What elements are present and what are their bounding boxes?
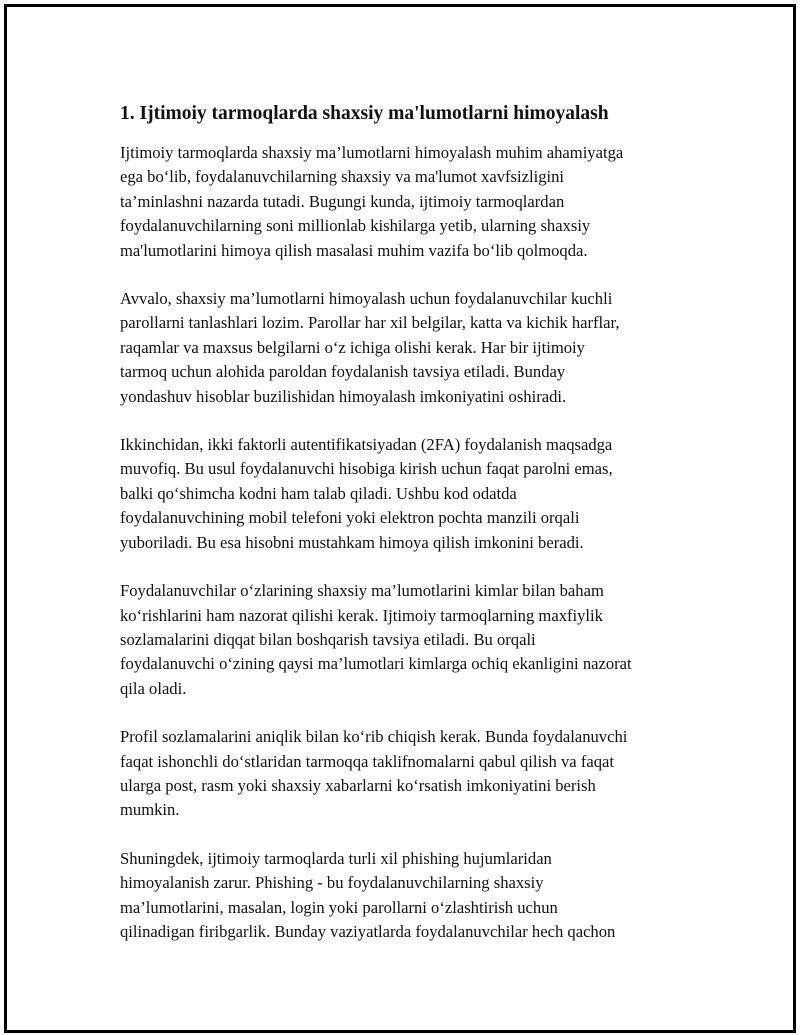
paragraph-6 [120, 847, 700, 945]
text-line: ta’minlashni nazarda tutadi. Bugungi kunda, ijtimoiy tarmoqlardan [120, 191, 565, 211]
paragraph-3 [120, 433, 700, 555]
text-line: sozlamalarini diqqat bilan boshqarish tavsiya etiladi. Bu orqali [120, 629, 536, 649]
text-line: yuboriladi. Bu esa hisobni mustahkam himoya qilish imkonini beradi. [120, 532, 584, 552]
document-title: 1. Ijtimoiy tarmoqlarda shaxsiy ma'lumotlarni himoyalash [120, 103, 609, 124]
text-line: faqat ishonchli do‘stlaridan tarmoqqa taklifnomalarni qabul qilish va faqat [120, 751, 614, 771]
text-line: mumkin. [120, 800, 180, 820]
text-line: foydalanuvchining mobil telefoni yoki elektron pochta manzili orqali [120, 508, 580, 528]
text-line: raqamlar va maxsus belgilarni o‘z ichiga olishi kerak. Har bir ijtimoiy [120, 337, 585, 357]
text-line: Avvalo, shaxsiy ma’lumotlarni himoyalash uchun foydalanuvchilar kuchli [120, 289, 613, 309]
paragraph-2 [120, 287, 700, 409]
text-line: Ijtimoiy tarmoqlarda shaxsiy ma’lumotlarni himoyalash muhim ahamiyatga [120, 143, 624, 162]
text-line: qila oladi. [120, 678, 187, 698]
text-line: ma'lumotlarini himoya qilish masalasi muhim vazifa bo‘lib qolmoqda. [120, 240, 588, 260]
text-line: Profil sozlamalarini aniqlik bilan ko‘rib chiqish kerak. Bunda foydalanuvchi [120, 727, 628, 747]
text-line: foydalanuvchilarning soni millionlab kishilarga yetib, ularning shaxsiy [120, 216, 591, 236]
text-line: ma’lumotlarini, masalan, login yoki parollarni o‘zlashtirish uchun [120, 897, 558, 917]
text-line: Ikkinchidan, ikki faktorli autentifikatsiyadan (2FA) foydalanish maqsadga [120, 435, 613, 455]
text-line: himoyalanish zarur. Phishing - bu foydalanuvchilarning shaxsiy [120, 873, 544, 893]
text-line: foydalanuvchi o‘zining qaysi ma’lumotlari kimlarga ochiq ekanligini nazorat [120, 654, 632, 674]
text-line: tarmoq uchun alohida paroldan foydalanish tavsiya etiladi. Bunday [120, 362, 566, 382]
text-line: yondashuv hisoblar buzilishidan himoyalash imkoniyatini oshiradi. [120, 386, 567, 406]
text-line: balki qo‘shimcha kodni ham talab qiladi. Ushbu kod odatda [120, 483, 517, 503]
paragraph-5 [120, 725, 700, 823]
paragraph-4 [120, 579, 700, 701]
text-line: parollarni tanlashlari lozim. Parollar har xil belgilar, katta va kichik harflar, [120, 313, 620, 333]
text-line: ko‘rishlarini ham nazorat qilishi kerak. Ijtimoiy tarmoqlarning maxfiylik [120, 605, 603, 625]
paragraph-1 [120, 141, 700, 263]
text-line: qilinadigan firibgarlik. Bunday vaziyatlarda foydalanuvchilar hech qachon [120, 921, 616, 941]
text-line: Shuningdek, ijtimoiy tarmoqlarda turli xil phishing hujumlaridan [120, 848, 552, 868]
document-body [120, 101, 700, 968]
text-line: muvofiq. Bu usul foydalanuvchi hisobiga kirish uchun faqat parolni emas, [120, 459, 613, 479]
page-frame [4, 4, 796, 1033]
text-line: ularga post, rasm yoki shaxsiy xabarlarni ko‘rsatish imkoniyatini berish [120, 775, 596, 795]
text-line: ega bo‘lib, foydalanuvchilarning shaxsiy va ma'lumot xavfsizligini [120, 167, 565, 187]
text-line: Foydalanuvchilar o‘zlarining shaxsiy ma’lumotlarini kimlar bilan baham [120, 581, 604, 601]
